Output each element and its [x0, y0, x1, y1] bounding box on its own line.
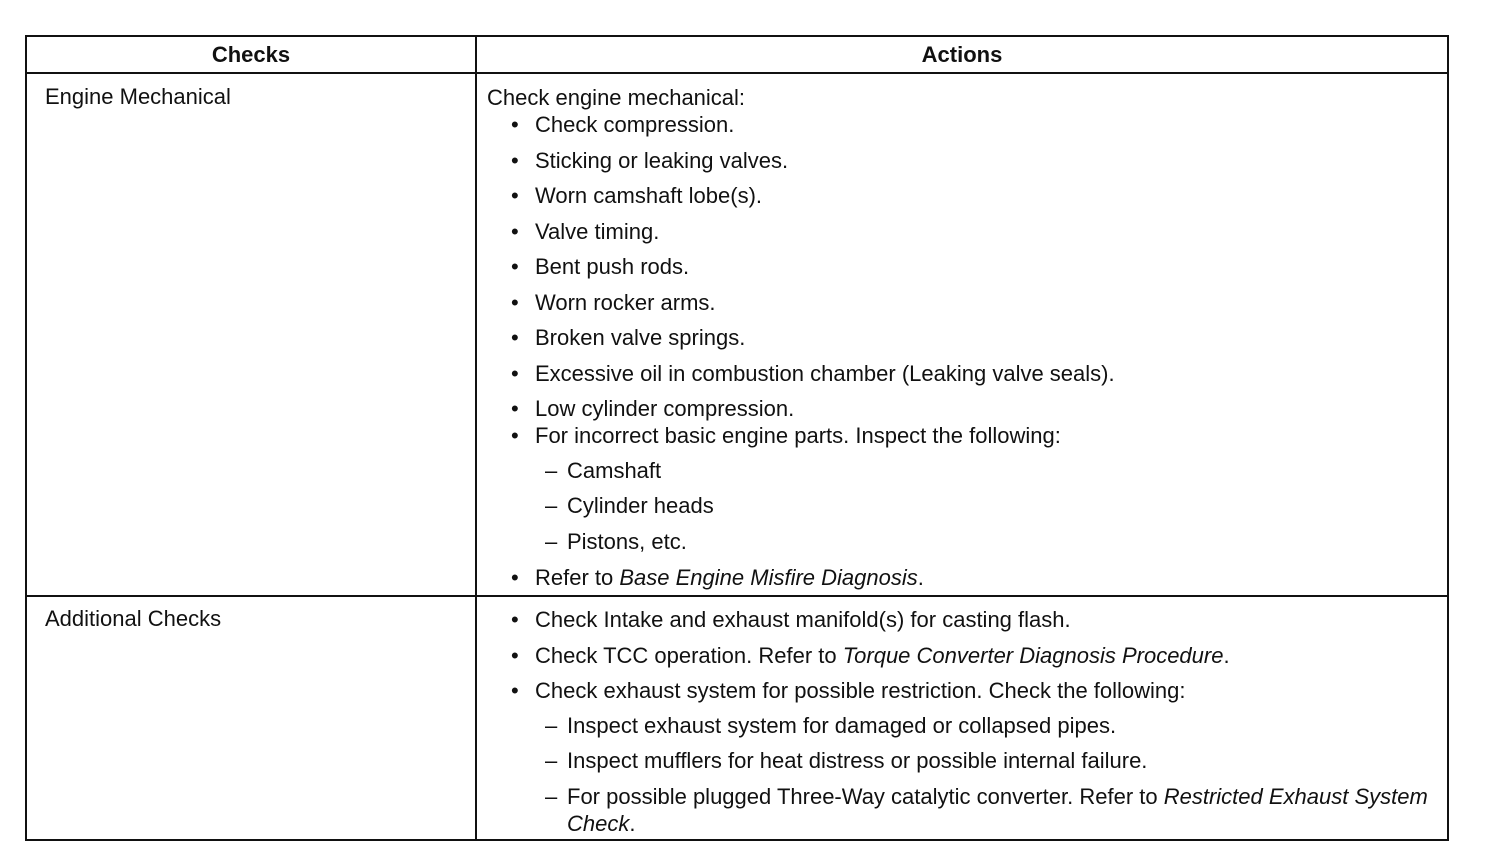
- list-item: • Check compression.: [487, 112, 1437, 138]
- refer-suffix: .: [917, 565, 924, 590]
- list-item: • Excessive oil in combustion chamber (Leaking valve seals).: [487, 361, 1437, 387]
- tcc-link: Torque Converter Diagnosis Procedure: [842, 642, 1224, 668]
- sub-item: – Camshaft: [487, 457, 1437, 485]
- sub-item: – Pistons, etc.: [487, 528, 1437, 556]
- tcc-suffix: .: [1223, 642, 1230, 668]
- action-bullet-list: [487, 112, 1437, 591]
- converter-prefix: For possible plugged Three-Way catalytic converter. Refer to: [567, 783, 1164, 809]
- header-checks: Checks: [211, 42, 291, 67]
- sub-item: [487, 783, 1437, 837]
- sub-item: – Cylinder heads: [487, 492, 1437, 520]
- list-item-text: Check exhaust system for possible restriction. Check the following:: [535, 678, 1186, 703]
- sub-item: – Inspect mufflers for heat distress or possible internal failure.: [487, 747, 1437, 775]
- row-divider: [27, 595, 1447, 597]
- tcc-prefix: Check TCC operation. Refer to: [535, 642, 843, 668]
- converter-suffix: .: [629, 810, 636, 836]
- list-item: • Valve timing.: [487, 219, 1437, 245]
- list-item: [487, 565, 1437, 591]
- header-actions: Actions: [921, 42, 1003, 67]
- list-item-text: For incorrect basic engine parts. Inspect the following:: [535, 423, 1061, 448]
- actions-additional-checks: [487, 607, 1437, 837]
- table-header-row: [27, 37, 1447, 74]
- sub-item: – Inspect exhaust system for damaged or collapsed pipes.: [487, 712, 1437, 740]
- sub-item-list: [487, 457, 1437, 556]
- list-item: • Broken valve springs.: [487, 325, 1437, 351]
- list-item: • Bent push rods.: [487, 254, 1437, 280]
- actions-intro: Check engine mechanical:: [487, 85, 746, 110]
- list-item: [487, 678, 1437, 837]
- action-bullet-list: [487, 607, 1437, 837]
- check-additional-checks: Additional Checks: [45, 606, 222, 631]
- sub-item-list: [487, 712, 1437, 837]
- refer-link: Base Engine Misfire Diagnosis: [619, 565, 918, 590]
- list-item: [487, 423, 1437, 556]
- actions-engine-mechanical: [487, 85, 1437, 591]
- list-item: [487, 643, 1437, 669]
- list-item: • Low cylinder compression.: [487, 396, 1437, 422]
- list-item: • Check Intake and exhaust manifold(s) for casting flash.: [487, 607, 1437, 633]
- list-item: • Sticking or leaking valves.: [487, 148, 1437, 174]
- column-divider: [475, 37, 477, 839]
- list-item: • Worn rocker arms.: [487, 290, 1437, 316]
- diagnostic-table: [25, 35, 1449, 841]
- check-engine-mechanical: Engine Mechanical: [45, 84, 231, 109]
- refer-prefix: Refer to: [535, 565, 620, 590]
- converter-link: Restricted Exhaust System Check: [567, 783, 1428, 836]
- list-item: • Worn camshaft lobe(s).: [487, 183, 1437, 209]
